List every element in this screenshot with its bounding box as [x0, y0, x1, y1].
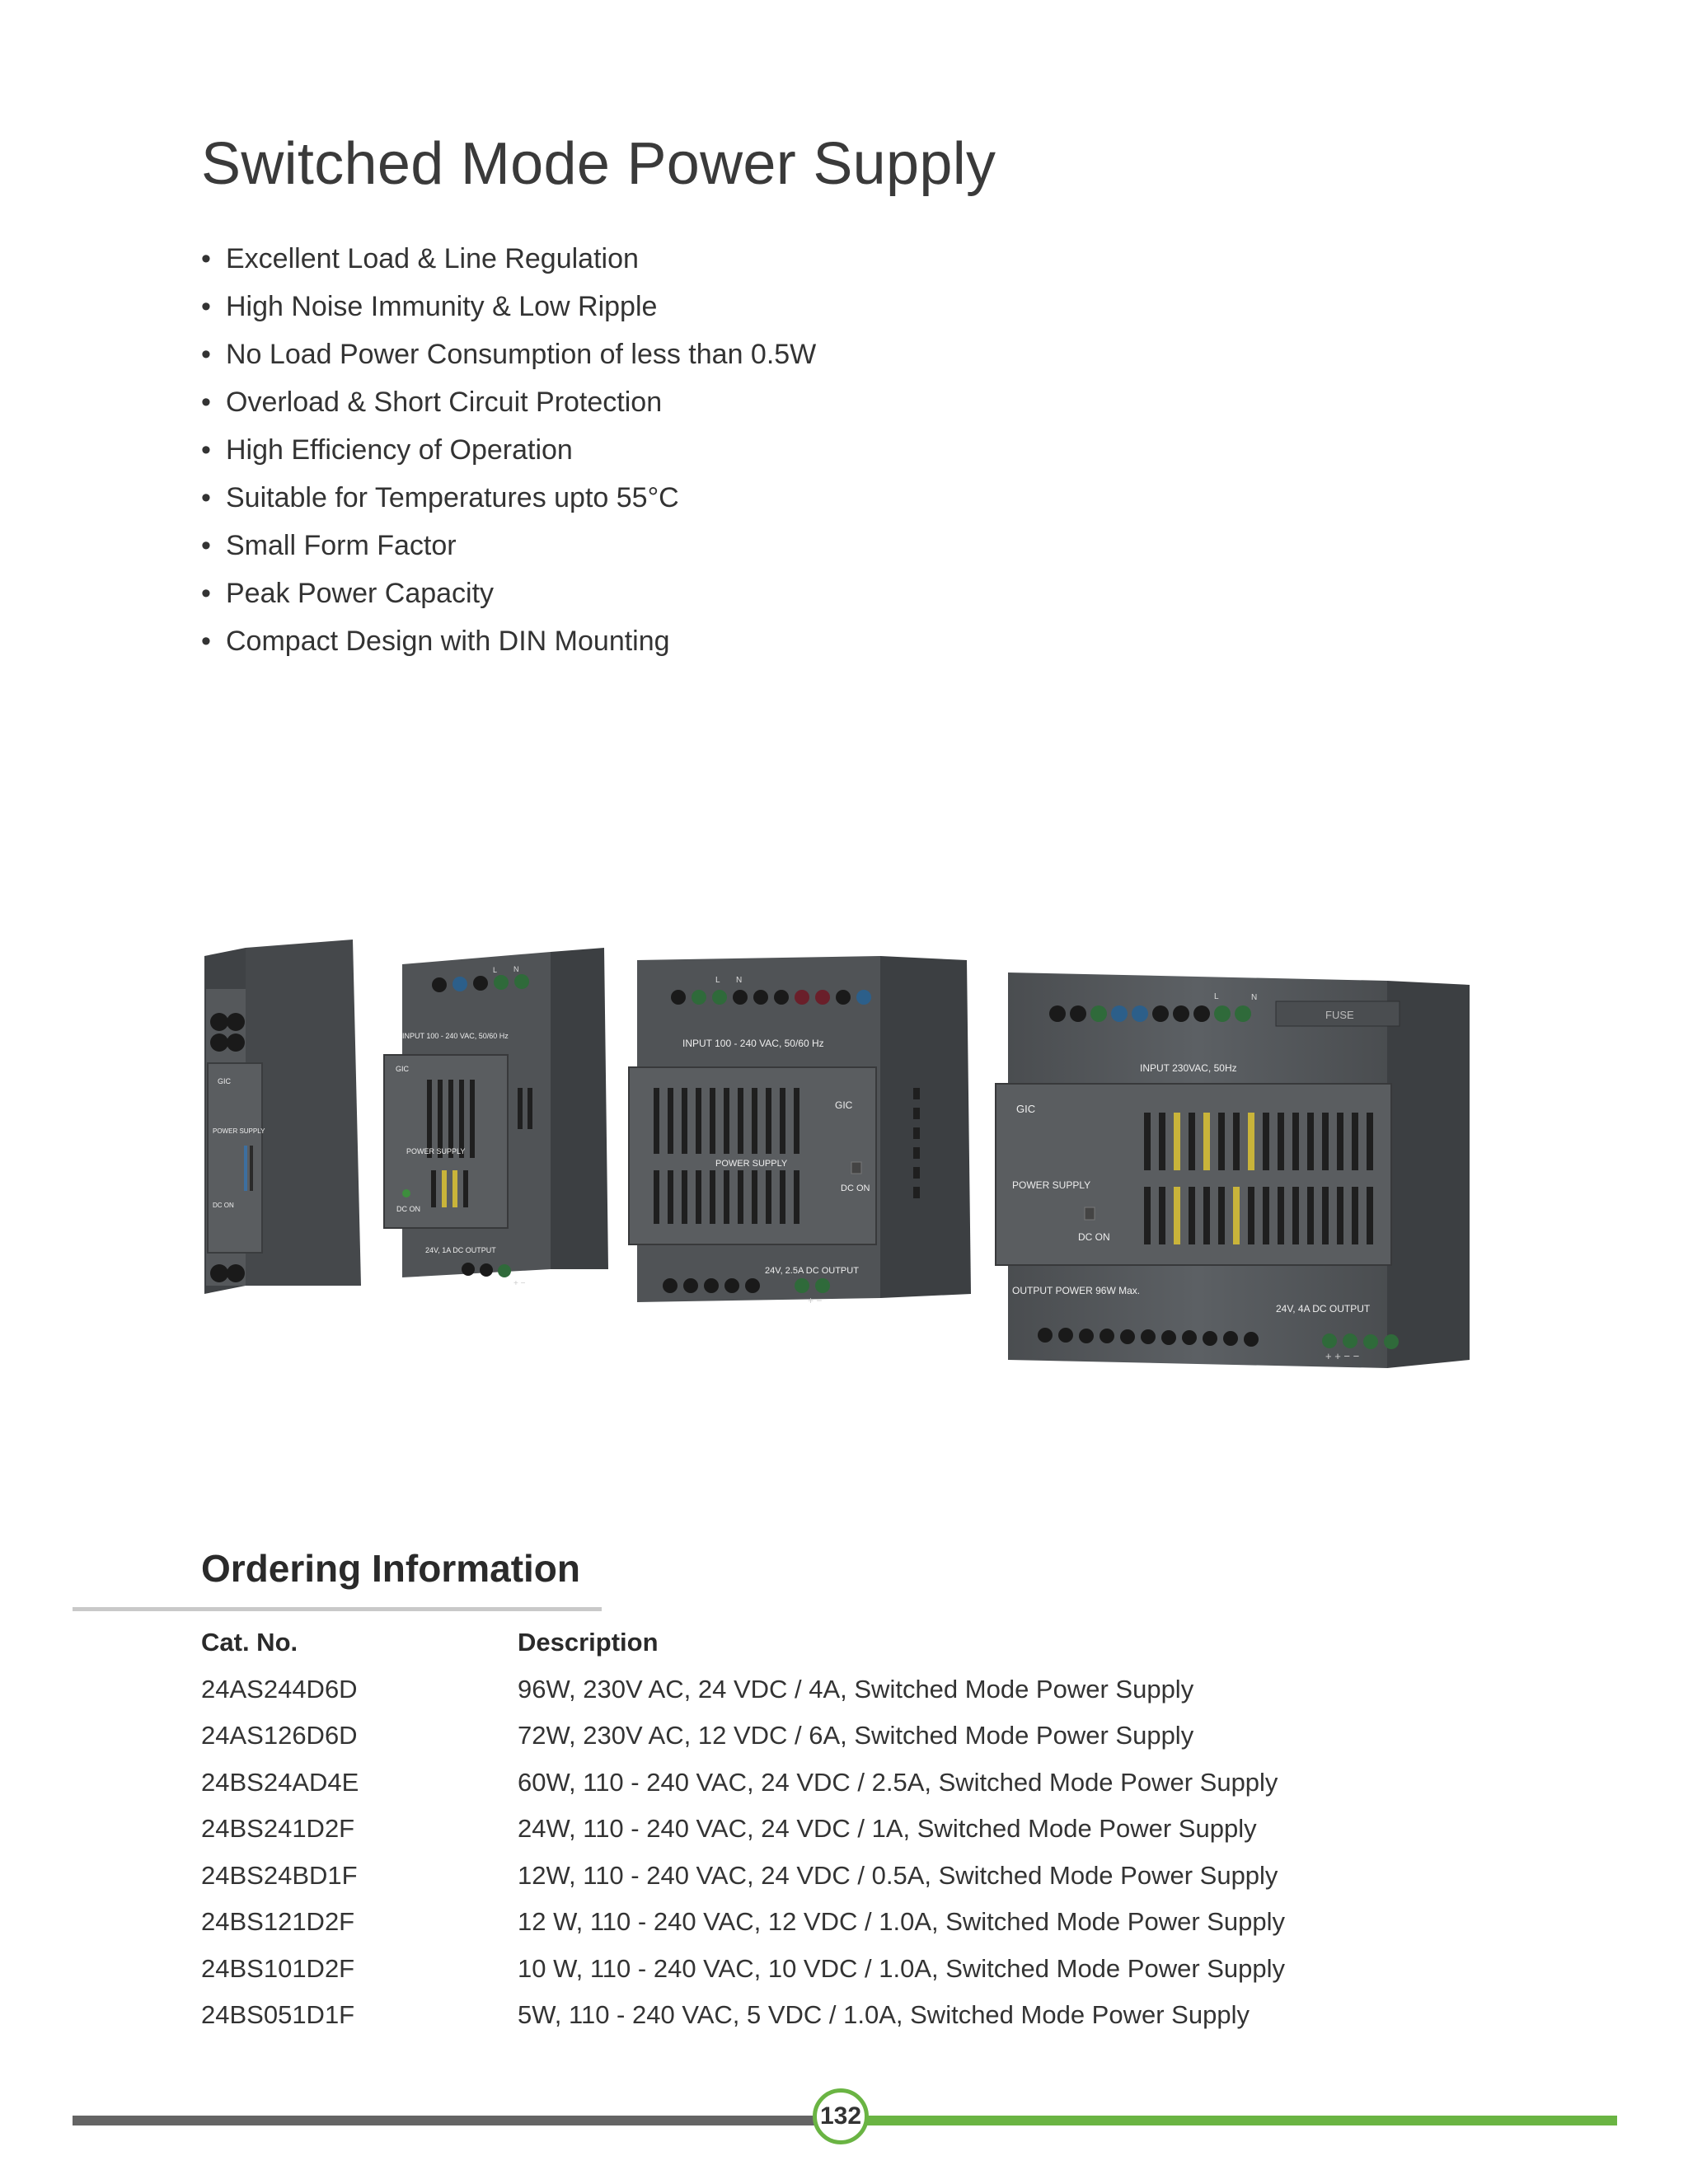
unit2-terminals: + −: [513, 1279, 526, 1288]
table-row: [201, 1713, 1285, 1760]
table-row: [201, 1946, 1285, 1993]
unit3-output-label: 24V, 2.5A DC OUTPUT: [765, 1266, 859, 1276]
unit2-dc-on-label: DC ON: [396, 1205, 420, 1213]
unit2-output-label: 24V, 1A DC OUTPUT: [425, 1246, 496, 1254]
table-row: [201, 1760, 1285, 1807]
unit3-terminals: + −: [808, 1295, 823, 1306]
unit4-power-supply-label: POWER SUPPLY: [1012, 1179, 1091, 1191]
unit2-power-supply-label: POWER SUPPLY: [406, 1147, 466, 1155]
description-cell: 96W, 230V AC, 24 VDC / 4A, Switched Mode Power Supply: [518, 1674, 1194, 1704]
bullet: •: [201, 626, 211, 657]
feature-text: High Noise Immunity & Low Ripple: [226, 291, 658, 322]
unit4-output-power-label: OUTPUT POWER 96W Max.: [1012, 1285, 1141, 1296]
cat-no-cell: 24BS241D2F: [201, 1814, 355, 1844]
feature-text: Compact Design with DIN Mounting: [226, 626, 670, 657]
cat-no-cell: 24AS126D6D: [201, 1721, 358, 1750]
feature-text: Excellent Load & Line Regulation: [226, 243, 639, 274]
feature-item: [201, 617, 816, 665]
unit3-power-supply-label: POWER SUPPLY: [715, 1159, 788, 1169]
footer-bar-green: [865, 2116, 1617, 2125]
cat-no-cell: 24BS121D2F: [201, 1907, 355, 1937]
bullet: •: [201, 387, 211, 418]
unit3-N: N: [736, 976, 743, 985]
unit4-input-label: INPUT 230VAC, 50Hz: [1140, 1062, 1237, 1074]
description-cell: 10 W, 110 - 240 VAC, 10 VDC / 1.0A, Switched Mode Power Supply: [518, 1953, 1286, 1983]
description-cell: 72W, 230V AC, 12 VDC / 6A, Switched Mode Power Supply: [518, 1721, 1194, 1750]
bullet: •: [201, 482, 211, 513]
description-cell: 5W, 110 - 240 VAC, 5 VDC / 1.0A, Switched Mode Power Supply: [518, 2000, 1250, 2030]
feature-text: Peak Power Capacity: [226, 578, 495, 609]
feature-item: [201, 283, 816, 330]
cat-no-cell: 24BS24BD1F: [201, 1860, 358, 1890]
ordering-table: [201, 1619, 1285, 2039]
unit4-L: L: [1214, 992, 1219, 1001]
page-number: 132: [813, 2088, 869, 2144]
brand-label: GIC: [1016, 1103, 1036, 1115]
description-cell: 60W, 110 - 240 VAC, 24 VDC / 2.5A, Switched Mode Power Supply: [518, 1767, 1278, 1797]
bullet: •: [201, 339, 211, 370]
bullet: •: [201, 434, 211, 466]
unit2-input-label: INPUT 100 - 240 VAC, 50/60 Hz: [402, 1032, 509, 1040]
unit4-terminals: + + − −: [1325, 1350, 1360, 1362]
unit4-fuse-label: FUSE: [1325, 1009, 1354, 1021]
feature-text: No Load Power Consumption of less than 0.5W: [226, 339, 817, 370]
table-row: [201, 1666, 1285, 1713]
bullet: •: [201, 530, 211, 561]
bullet: •: [201, 291, 211, 322]
feature-text: High Efficiency of Operation: [226, 434, 573, 466]
table-row: [201, 1806, 1285, 1853]
footer-bar-gray: [73, 2116, 816, 2125]
unit4-output-label: 24V, 4A DC OUTPUT: [1276, 1303, 1371, 1315]
ordering-divider: [73, 1607, 602, 1611]
power-supply-unit-2: [384, 948, 608, 1288]
cat-no-cell: 24BS24AD4E: [201, 1767, 359, 1797]
power-supply-unit-4: [996, 972, 1470, 1368]
product-photo: [188, 923, 1507, 1418]
page-title: Switched Mode Power Supply: [201, 131, 996, 197]
unit4-dc-on-label: DC ON: [1078, 1231, 1110, 1243]
table-header-row: [201, 1619, 1285, 1666]
description-cell: 12 W, 110 - 240 VAC, 12 VDC / 1.0A, Switched Mode Power Supply: [518, 1907, 1286, 1937]
unit3-input-label: INPUT 100 - 240 VAC, 50/60 Hz: [682, 1038, 824, 1049]
header-description: Description: [518, 1628, 659, 1657]
cat-no-cell: 24BS051D1F: [201, 2000, 355, 2030]
power-supply-unit-3: [629, 956, 971, 1306]
unit2-N: N: [513, 965, 519, 973]
unit3-dc-on-label: DC ON: [841, 1183, 870, 1193]
feature-item: [201, 474, 816, 522]
feature-text: Overload & Short Circuit Protection: [226, 387, 663, 418]
feature-item: [201, 569, 816, 617]
unit2-L: L: [493, 966, 498, 974]
unit1-dc-on-label: DC ON: [213, 1202, 234, 1209]
unit1-power-supply-label: POWER SUPPLY: [213, 1127, 265, 1135]
feature-item: [201, 378, 816, 426]
unit4-N: N: [1251, 993, 1258, 1002]
description-cell: 12W, 110 - 240 VAC, 24 VDC / 0.5A, Switched Mode Power Supply: [518, 1860, 1278, 1890]
power-supply-unit-1: [204, 940, 361, 1294]
feature-item: [201, 330, 816, 378]
brand-label: GIC: [835, 1099, 853, 1111]
feature-item: [201, 522, 816, 569]
feature-text: Small Form Factor: [226, 530, 457, 561]
brand-label: GIC: [396, 1065, 410, 1073]
feature-item: [201, 235, 816, 283]
cat-no-cell: 24AS244D6D: [201, 1674, 358, 1704]
feature-list: [201, 235, 816, 665]
feature-item: [201, 426, 816, 474]
description-cell: 24W, 110 - 240 VAC, 24 VDC / 1A, Switched Mode Power Supply: [518, 1814, 1257, 1844]
table-row: [201, 1992, 1285, 2039]
cat-no-cell: 24BS101D2F: [201, 1953, 355, 1983]
unit3-L: L: [715, 976, 720, 985]
bullet: •: [201, 243, 211, 274]
ordering-title: Ordering Information: [201, 1547, 580, 1590]
brand-label: GIC: [218, 1077, 232, 1085]
table-row: [201, 1899, 1285, 1946]
feature-text: Suitable for Temperatures upto 55°C: [226, 482, 679, 513]
table-row: [201, 1853, 1285, 1900]
header-cat-no: Cat. No.: [201, 1628, 298, 1657]
bullet: •: [201, 578, 211, 609]
